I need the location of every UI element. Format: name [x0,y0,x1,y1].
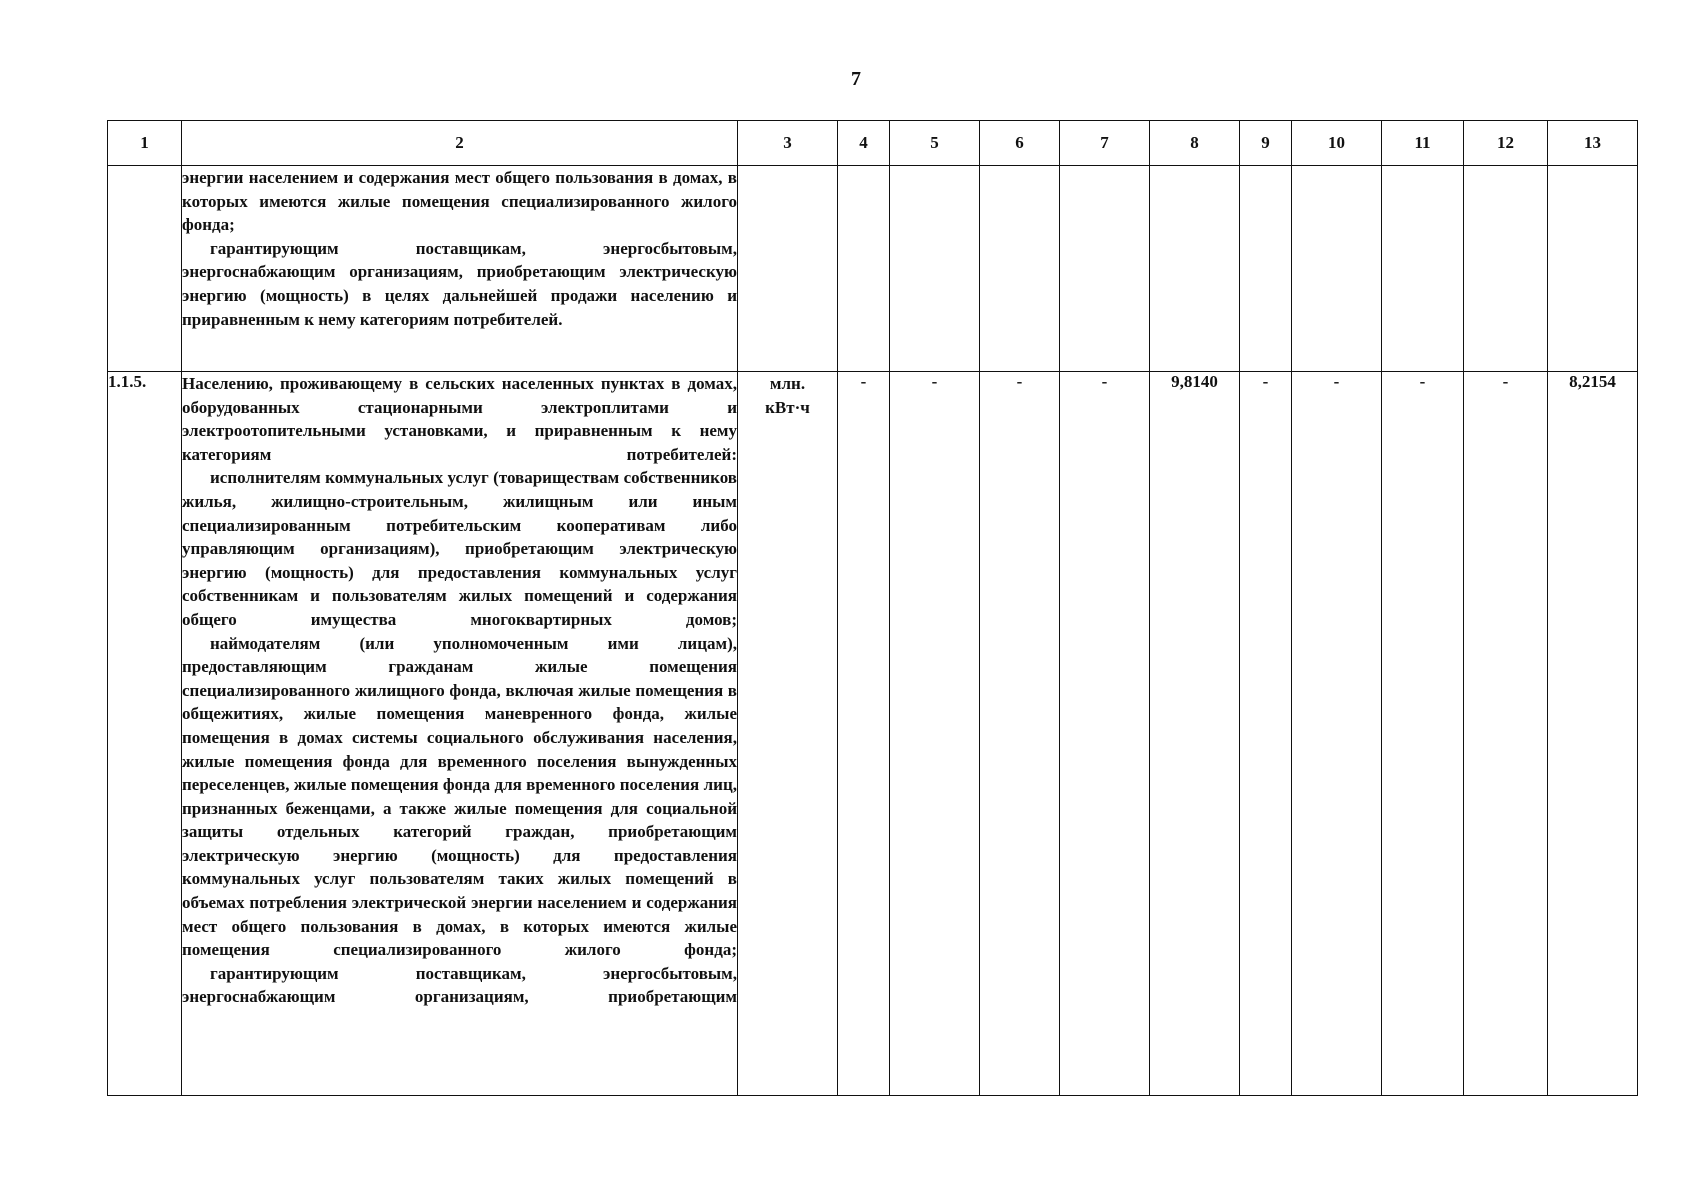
column-header: 3 [738,121,838,166]
column-header: 2 [182,121,738,166]
page-number: 7 [851,68,861,90]
value-cell [1292,166,1382,372]
value-cell [1548,166,1638,372]
row-description [182,166,738,372]
value-cell [1060,166,1150,372]
unit-cell [738,372,838,1096]
column-header: 10 [1292,121,1382,166]
description-paragraph: энергии населением и содержания мест общего пользования в домах, в которых имеются жилые помещения специализированного жилого фонда; [182,168,737,235]
column-header: 12 [1464,121,1548,166]
value-cell [980,166,1060,372]
value-cell: - [1240,372,1292,1096]
value-cell: 9,8140 [1150,372,1240,1096]
column-header: 13 [1548,121,1638,166]
column-header: 7 [1060,121,1150,166]
unit-cell [738,166,838,372]
row-number: 1.1.5. [108,372,182,1096]
column-header: 8 [1150,121,1240,166]
row-description [182,372,738,1096]
description-paragraph: наймодателям (или уполномоченным ими лицам), предоставляющим гражданам жилые помещения специализированного жилищного фонда, включая жилые помещения в общежитиях, жилые помещения маневренного фонда, жилые помещения в домах системы социального обслуживания населения, жилые помещения фонда для временного поселения вынужденных переселенцев, жилые помещения фонда для временного поселения лиц, признанных беженцами, а также жилые помещения для социальной защиты отдельных категорий граждан, приобретающим электрическую энергию (мощность) для предоставления коммунальных услуг пользователям таких жилых помещений в объемах потребления электрической энергии населением и содержания мест общего пользования в домах, в которых имеются жилые помещения специализированного жилого фонда; [182,633,737,960]
value-cell: 8,2154 [1548,372,1638,1096]
column-header: 4 [838,121,890,166]
description-paragraph: исполнителям коммунальных услуг (товариществам собственников жилья, жилищно-строительным, жилищным или иным специализированным потребительским кооперативам либо управляющим организациям), приобретающим электрическую энергию (мощность) для предоставления коммунальных услуг собственникам и пользователям жилых помещений и содержания общего имущества многоквартирных домов; [182,468,737,629]
value-cell [838,166,890,372]
unit-line: млн. [769,374,806,393]
row-number [108,166,182,372]
value-cell: - [1382,372,1464,1096]
value-cell: - [838,372,890,1096]
description-paragraph: Населению, проживающему в сельских населенных пунктах в домах, оборудованных стационарными электроплитами и электроотопительными установками, и приравненным к нему категориям потребителей: [182,374,737,464]
value-cell [1464,166,1548,372]
table-row [108,372,1638,1096]
value-cell [890,166,980,372]
column-header: 1 [108,121,182,166]
value-cell [1240,166,1292,372]
description-paragraph: гарантирующим поставщикам, энергосбытовым, энергоснабжающим организациям, приобретающим электрическую энергию (мощность) в целях дальнейшей продажи населению и приравненным к нему категориям потребителей. [182,238,737,329]
value-cell: - [1464,372,1548,1096]
value-cell: - [1292,372,1382,1096]
tariff-table [107,120,1638,1096]
value-cell [1382,166,1464,372]
description-paragraph: гарантирующим поставщикам, энергосбытовым, энергоснабжающим организациям, приобретающим [182,963,737,1007]
column-header: 9 [1240,121,1292,166]
value-cell: - [1060,372,1150,1096]
table-row [108,166,1638,372]
value-cell: - [890,372,980,1096]
unit-line: кВт·ч [765,398,810,417]
header-row [108,121,1638,166]
value-cell [1150,166,1240,372]
value-cell: - [980,372,1060,1096]
column-header: 11 [1382,121,1464,166]
column-header: 6 [980,121,1060,166]
column-header: 5 [890,121,980,166]
